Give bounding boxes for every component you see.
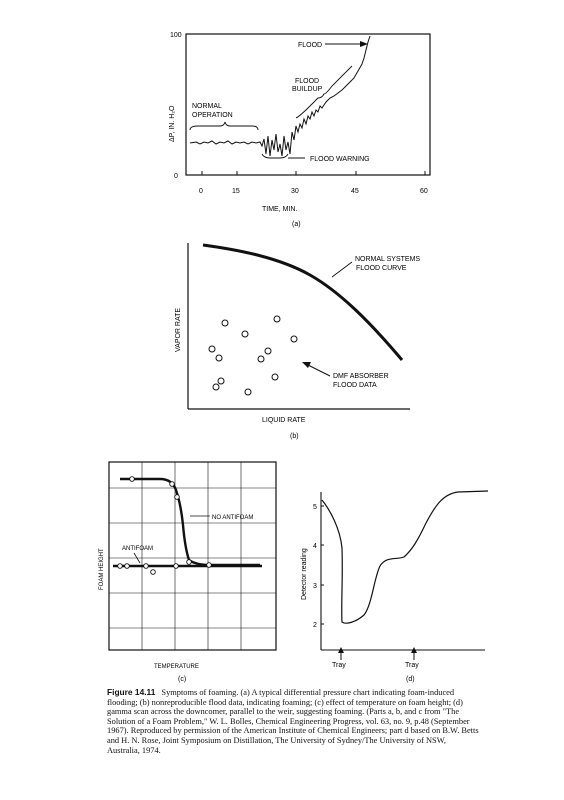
panel-c-y-axis-label: FOAM HEIGHT — [99, 548, 105, 590]
data-point — [291, 336, 297, 342]
pressure-trace — [190, 36, 370, 156]
data-point — [218, 378, 224, 384]
normal-operation-label-1: NORMAL — [192, 103, 222, 110]
data-point — [213, 384, 219, 390]
normal-operation-brace — [190, 122, 258, 130]
panel-d-y-tick-3: 3 — [313, 583, 317, 590]
tray-label-1: Tray — [332, 662, 346, 669]
flood-data-label-2: FLOOD DATA — [333, 382, 377, 389]
panel-a-x-tick-15: 15 — [232, 188, 240, 195]
data-point — [245, 389, 251, 395]
panel-a-y-top-label: 100 — [170, 32, 182, 39]
normal-operation-label-2: OPERATION — [192, 112, 233, 119]
flood-buildup-label-2: BUILDUP — [292, 86, 323, 93]
no-antifoam-curve — [120, 479, 260, 565]
flood-data-points — [209, 316, 297, 395]
figure-caption — [107, 688, 479, 755]
panel-d-y-tick-4: 4 — [313, 543, 317, 550]
panel-a-x-tick-45: 45 — [351, 188, 359, 195]
panel-a-y-zero-label: 0 — [174, 173, 178, 180]
flood-curve-leader — [332, 262, 352, 277]
data-point — [242, 331, 248, 337]
flood-curve-label-2: FLOOD CURVE — [356, 265, 407, 272]
panel-c-figure — [0, 455, 290, 685]
flood-warning-label: FLOOD WARNING — [310, 156, 370, 163]
data-point — [258, 356, 264, 362]
data-point — [274, 316, 280, 322]
panel-b-label: (b) — [290, 433, 299, 440]
no-antifoam-label: NO ANTIFOAM — [212, 515, 254, 521]
panel-d-y-tick-2: 2 — [313, 622, 317, 629]
panel-b-y-axis-label: VAPOR RATE — [175, 307, 182, 352]
panel-b-x-axis-label: LIQUID RATE — [262, 417, 306, 424]
data-point — [144, 564, 149, 569]
data-point — [265, 348, 271, 354]
caption-text: Symptoms of foaming. (a) A typical differential pressure chart indicating foam-induced flooding; (b) nonreproducible flood data, indicating foaming; (c) effect of temperature on foam height; (d) gamma scan across the downcomer, parallel to the weir, suggesting foaming. (Parts a, b, and c from "The Solution of a Foam Problem," W. L. Bolles, Chemical Engineering Progress, vol. 63, no. 9, p.48 (September 1967). Reproduced by permission of the American Institute of Chemical Engineers; part d based on B.W. Betts and H. N. Rose, Joint Symposium on Distillation, The University of Sydney/The University of NSW, Australia, 1974. — [107, 688, 479, 755]
flood-label: FLOOD — [298, 42, 323, 49]
flood-data-arrowhead — [302, 362, 311, 368]
panel-a-figure — [0, 0, 564, 240]
data-point — [207, 563, 212, 568]
data-point — [216, 355, 222, 361]
data-point — [222, 320, 228, 326]
data-point — [151, 570, 156, 575]
data-point — [170, 482, 175, 487]
data-point — [209, 346, 215, 352]
panel-b-figure — [0, 236, 564, 446]
detector-reading-curve — [322, 491, 488, 623]
panel-a-x-ticks — [202, 171, 425, 175]
panel-a-label: (a) — [292, 221, 301, 228]
data-point — [130, 477, 135, 482]
flood-warning-bracket — [262, 154, 288, 158]
panel-c-points — [118, 477, 212, 575]
panel-a-y-axis-label: ΔP, IN. H₂O — [169, 105, 176, 142]
data-point — [272, 374, 278, 380]
panel-c-x-axis-label: TEMPERATURE — [154, 664, 199, 670]
panel-a-x-tick-30: 30 — [291, 188, 299, 195]
panel-c-frame — [109, 462, 276, 650]
tray-label-2: Tray — [405, 662, 419, 669]
panel-a-x-tick-0: 0 — [199, 188, 203, 195]
figure-number: Figure 14.11 — [107, 687, 156, 697]
panel-d-figure — [290, 455, 490, 685]
flood-data-label-1: DMF ABSORBER — [333, 373, 389, 380]
data-point — [118, 564, 123, 569]
panel-d-y-axis-label: Detector reading — [301, 548, 308, 600]
panel-a-frame — [186, 34, 430, 175]
data-point — [187, 560, 192, 565]
data-point — [125, 564, 130, 569]
flood-data-arrow — [308, 365, 330, 376]
panel-a-x-tick-60: 60 — [420, 188, 428, 195]
panel-d-y-tick-5: 5 — [313, 504, 317, 511]
data-point — [175, 495, 180, 500]
flood-buildup-label-1: FLOOD — [295, 78, 320, 85]
panel-a-x-axis-label: TIME, MIN. — [262, 206, 298, 213]
panel-c-label: (c) — [178, 676, 187, 683]
flood-curve-label-1: NORMAL SYSTEMS — [355, 256, 421, 263]
panel-d-label: (d) — [406, 676, 415, 683]
antifoam-label: ANTIFOAM — [122, 546, 153, 552]
panel-c-grid — [109, 462, 276, 650]
data-point — [174, 564, 179, 569]
